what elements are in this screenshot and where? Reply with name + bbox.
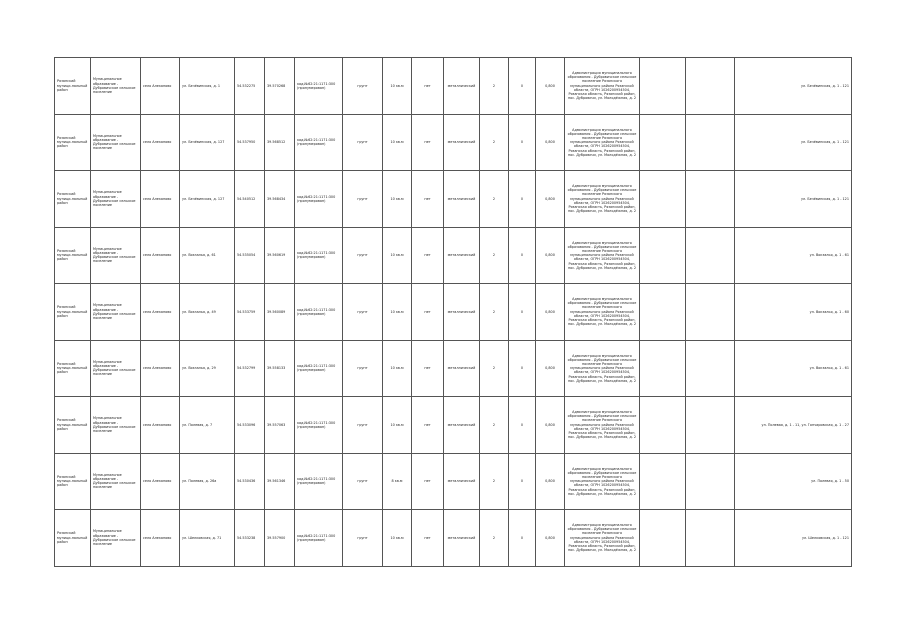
table-row xyxy=(55,510,852,567)
fence-cell: нет xyxy=(412,453,444,510)
planned-count-cell: 0 xyxy=(509,227,536,284)
containers-count-cell: 2 xyxy=(480,510,509,567)
longitude-cell: 39.560619 xyxy=(265,227,295,284)
municipality-cell: Муниципальное образование - Дубровичское сельское поселение xyxy=(91,397,141,454)
surface-cell: грунт xyxy=(343,397,383,454)
district-cell: Рязанский муници-пальный район xyxy=(55,340,91,397)
container-type-cell: металлический xyxy=(444,284,480,341)
cadastral-ref-cell: кад.№62:21:1171:300 (пронумерован) xyxy=(295,453,343,510)
table-row xyxy=(55,171,852,228)
volume-cell: 0,800 xyxy=(536,114,565,171)
volume-cell: 0,800 xyxy=(536,171,565,228)
container-type-cell: металлический xyxy=(444,510,480,567)
planned-count-cell: 0 xyxy=(509,340,536,397)
containers-count-cell: 2 xyxy=(480,227,509,284)
municipality-cell: Муниципальное образование - Дубровичское сельское поселение xyxy=(91,171,141,228)
fence-cell: нет xyxy=(412,114,444,171)
containers-count-cell: 2 xyxy=(480,397,509,454)
owner-cell: Администрация муниципального образования - Дубровичское сельское поселение Рязанского муниципального района Рязанской области, ОГРН 1026200954504, Рязанская область, Рязанский район, пос. Дубровичи, ул. Молодёжная, д. 2 xyxy=(565,284,640,341)
district-cell: Рязанский муници-пальный район xyxy=(55,453,91,510)
area-cell: 10 кв.м xyxy=(383,510,412,567)
volume-cell: 0,800 xyxy=(536,340,565,397)
latitude-cell: 54.533096 xyxy=(235,397,265,454)
area-cell: 10 кв.м xyxy=(383,340,412,397)
municipality-cell: Муниципальное образование - Дубровичское сельское поселение xyxy=(91,227,141,284)
fence-cell: нет xyxy=(412,510,444,567)
latitude-cell: 54.533759 xyxy=(235,284,265,341)
fence-cell: нет xyxy=(412,58,444,115)
surface-cell: грунт xyxy=(343,284,383,341)
container-type-cell: металлический xyxy=(444,114,480,171)
latitude-cell: 54.533238 xyxy=(235,510,265,567)
volume-cell: 0,800 xyxy=(536,397,565,454)
longitude-cell: 39.558133 xyxy=(265,340,295,397)
owner-cell: Администрация муниципального образования - Дубровичское сельское поселение Рязанского муниципального района Рязанской области, ОГРН 1026200954504, Рязанская область, Рязанский район, пос. Дубровичи, ул. Молодёжная, д. 2 xyxy=(565,114,640,171)
locality-cell: село Алеканово xyxy=(141,114,180,171)
locality-cell: село Алеканово xyxy=(141,397,180,454)
street-address-cell: ул. Шелковская, д. 71 xyxy=(180,510,235,567)
planned-count-cell: 0 xyxy=(509,114,536,171)
container-type-cell: металлический xyxy=(444,340,480,397)
surface-cell: грунт xyxy=(343,58,383,115)
empty-cell xyxy=(686,58,735,115)
table-row xyxy=(55,284,852,341)
empty-cell xyxy=(640,453,686,510)
volume-cell: 0,800 xyxy=(536,453,565,510)
owner-cell: Администрация муниципального образования - Дубровичское сельское поселение Рязанского муниципального района Рязанской области, ОГРН 1026200954504, Рязанская область, Рязанский район, пос. Дубровичи, ул. Молодёжная, д. 2 xyxy=(565,58,640,115)
container-type-cell: металлический xyxy=(444,171,480,228)
owner-cell: Администрация муниципального образования - Дубровичское сельское поселение Рязанского муниципального района Рязанской области, ОГРН 1026200954504, Рязанская область, Рязанский район, пос. Дубровичи, ул. Молодёжная, д. 2 xyxy=(565,453,640,510)
municipality-cell: Муниципальное образование - Дубровичское сельское поселение xyxy=(91,284,141,341)
empty-cell xyxy=(686,171,735,228)
planned-count-cell: 0 xyxy=(509,171,536,228)
surface-cell: грунт xyxy=(343,227,383,284)
table-row xyxy=(55,397,852,454)
district-cell: Рязанский муници-пальный район xyxy=(55,227,91,284)
latitude-cell: 54.532275 xyxy=(235,58,265,115)
area-cell: 8 кв.м xyxy=(383,453,412,510)
owner-cell: Администрация муниципального образования - Дубровичское сельское поселение Рязанского муниципального района Рязанской области, ОГРН 1026200954504, Рязанская область, Рязанский район, пос. Дубровичи, ул. Молодёжная, д. 2 xyxy=(565,340,640,397)
empty-cell xyxy=(640,340,686,397)
latitude-cell: 54.537950 xyxy=(235,114,265,171)
table-row xyxy=(55,114,852,171)
surface-cell: грунт xyxy=(343,171,383,228)
empty-cell xyxy=(640,510,686,567)
sources-cell: ул. Вокзалья, д. 1 - 61 xyxy=(735,227,852,284)
table-row xyxy=(55,453,852,510)
planned-count-cell: 0 xyxy=(509,510,536,567)
street-address-cell: ул. Вокзалья, д. 49 xyxy=(180,284,235,341)
registry-table xyxy=(54,57,852,567)
empty-cell xyxy=(640,397,686,454)
cadastral-ref-cell: кад.№62:21:1171:300 (пронумерован) xyxy=(295,397,343,454)
containers-count-cell: 2 xyxy=(480,58,509,115)
empty-cell xyxy=(640,114,686,171)
fence-cell: нет xyxy=(412,340,444,397)
area-cell: 10 кв.м xyxy=(383,284,412,341)
fence-cell: нет xyxy=(412,397,444,454)
container-type-cell: металлический xyxy=(444,227,480,284)
locality-cell: село Алеканово xyxy=(141,510,180,567)
volume-cell: 0,800 xyxy=(536,510,565,567)
district-cell: Рязанский муници-пальный район xyxy=(55,284,91,341)
surface-cell: грунт xyxy=(343,340,383,397)
empty-cell xyxy=(686,114,735,171)
area-cell: 10 кв.м xyxy=(383,227,412,284)
area-cell: 10 кв.м xyxy=(383,171,412,228)
sources-cell: ул. Бечёвинская, д. 1 - 121 xyxy=(735,171,852,228)
planned-count-cell: 0 xyxy=(509,58,536,115)
sources-cell: ул. Шелковская, д. 1 - 121 xyxy=(735,510,852,567)
containers-count-cell: 2 xyxy=(480,340,509,397)
empty-cell xyxy=(640,284,686,341)
empty-cell xyxy=(686,340,735,397)
volume-cell: 0,800 xyxy=(536,227,565,284)
sources-cell: ул. Бечёвинская, д. 1 - 121 xyxy=(735,58,852,115)
municipality-cell: Муниципальное образование - Дубровичское сельское поселение xyxy=(91,114,141,171)
table-row xyxy=(55,340,852,397)
owner-cell: Администрация муниципального образования - Дубровичское сельское поселение Рязанского муниципального района Рязанской области, ОГРН 1026200954504, Рязанская область, Рязанский район, пос. Дубровичи, ул. Молодёжная, д. 2 xyxy=(565,171,640,228)
locality-cell: село Алеканово xyxy=(141,227,180,284)
cadastral-ref-cell: кад.№62:21:1171:300 (пронумерован) xyxy=(295,114,343,171)
district-cell: Рязанский муници-пальный район xyxy=(55,397,91,454)
container-type-cell: металлический xyxy=(444,453,480,510)
empty-cell xyxy=(686,510,735,567)
sources-cell: ул. Бечёвинская, д. 1 - 121 xyxy=(735,114,852,171)
latitude-cell: 54.535054 xyxy=(235,227,265,284)
street-address-cell: ул. Полевая, д. 26а xyxy=(180,453,235,510)
container-type-cell: металлический xyxy=(444,397,480,454)
cadastral-ref-cell: кад.№62:21:1171:300 (пронумерован) xyxy=(295,510,343,567)
planned-count-cell: 0 xyxy=(509,284,536,341)
empty-cell xyxy=(640,227,686,284)
table-row xyxy=(55,58,852,115)
empty-cell xyxy=(686,284,735,341)
municipality-cell: Муниципальное образование - Дубровичское сельское поселение xyxy=(91,340,141,397)
locality-cell: село Алеканово xyxy=(141,453,180,510)
longitude-cell: 39.570268 xyxy=(265,58,295,115)
cadastral-ref-cell: кад.№62:21:1171:300 (пронумерован) xyxy=(295,58,343,115)
empty-cell xyxy=(686,397,735,454)
registry-sheet xyxy=(54,57,851,566)
owner-cell: Администрация муниципального образования - Дубровичское сельское поселение Рязанского муниципального района Рязанской области, ОГРН 1026200954504, Рязанская область, Рязанский район, пос. Дубровичи, ул. Молодёжная, д. 2 xyxy=(565,397,640,454)
empty-cell xyxy=(686,227,735,284)
cadastral-ref-cell: кад.№62:21:1171:300 (пронумерован) xyxy=(295,340,343,397)
district-cell: Рязанский муници-пальный район xyxy=(55,114,91,171)
district-cell: Рязанский муници-пальный район xyxy=(55,171,91,228)
latitude-cell: 54.530436 xyxy=(235,453,265,510)
latitude-cell: 54.540512 xyxy=(235,171,265,228)
cadastral-ref-cell: кад.№62:21:1171:300 (пронумерован) xyxy=(295,171,343,228)
containers-count-cell: 2 xyxy=(480,114,509,171)
owner-cell: Администрация муниципального образования - Дубровичское сельское поселение Рязанского муниципального района Рязанской области, ОГРН 1026200954504, Рязанская область, Рязанский район, пос. Дубровичи, ул. Молодёжная, д. 2 xyxy=(565,227,640,284)
longitude-cell: 39.560089 xyxy=(265,284,295,341)
surface-cell: грунт xyxy=(343,510,383,567)
fence-cell: нет xyxy=(412,227,444,284)
sources-cell: ул. Вокзалья, д. 1 - 60 xyxy=(735,284,852,341)
cadastral-ref-cell: кад.№62:21:1171:300 (пронумерован) xyxy=(295,227,343,284)
longitude-cell: 39.568434 xyxy=(265,171,295,228)
longitude-cell: 39.557063 xyxy=(265,397,295,454)
containers-count-cell: 2 xyxy=(480,171,509,228)
district-cell: Рязанский муници-пальный район xyxy=(55,58,91,115)
surface-cell: грунт xyxy=(343,114,383,171)
street-address-cell: ул. Бечёвинская, д. 1 xyxy=(180,58,235,115)
sources-cell: ул. Вокзалья, д. 1 - 61 xyxy=(735,340,852,397)
planned-count-cell: 0 xyxy=(509,453,536,510)
street-address-cell: ул. Полевая, д. 7 xyxy=(180,397,235,454)
empty-cell xyxy=(640,171,686,228)
owner-cell: Администрация муниципального образования - Дубровичское сельское поселение Рязанского муниципального района Рязанской области, ОГРН 1026200954504, Рязанская область, Рязанский район, пос. Дубровичи, ул. Молодёжная, д. 2 xyxy=(565,510,640,567)
surface-cell: грунт xyxy=(343,453,383,510)
empty-cell xyxy=(640,58,686,115)
fence-cell: нет xyxy=(412,284,444,341)
locality-cell: село Алеканово xyxy=(141,58,180,115)
cadastral-ref-cell: кад.№62:21:1171:300 (пронумерован) xyxy=(295,284,343,341)
table-row xyxy=(55,227,852,284)
volume-cell: 0,800 xyxy=(536,58,565,115)
fence-cell: нет xyxy=(412,171,444,228)
latitude-cell: 54.532799 xyxy=(235,340,265,397)
street-address-cell: ул. Бечёвинская, д. 127 xyxy=(180,171,235,228)
containers-count-cell: 2 xyxy=(480,453,509,510)
street-address-cell: ул. Вокзалья, д. 29 xyxy=(180,340,235,397)
sources-cell: ул. Полевая, д. 1 - 11, ул. Гончаровская, д. 1 - 27 xyxy=(735,397,852,454)
area-cell: 10 кв.м xyxy=(383,114,412,171)
area-cell: 10 кв.м xyxy=(383,397,412,454)
municipality-cell: Муниципальное образование - Дубровичское сельское поселение xyxy=(91,58,141,115)
area-cell: 10 кв.м xyxy=(383,58,412,115)
volume-cell: 0,800 xyxy=(536,284,565,341)
longitude-cell: 39.557900 xyxy=(265,510,295,567)
locality-cell: село Алеканово xyxy=(141,284,180,341)
containers-count-cell: 2 xyxy=(480,284,509,341)
empty-cell xyxy=(686,453,735,510)
municipality-cell: Муниципальное образование - Дубровичское сельское поселение xyxy=(91,453,141,510)
planned-count-cell: 0 xyxy=(509,397,536,454)
container-type-cell: металлический xyxy=(444,58,480,115)
locality-cell: село Алеканово xyxy=(141,340,180,397)
locality-cell: село Алеканово xyxy=(141,171,180,228)
street-address-cell: ул. Вокзалья, д. 61 xyxy=(180,227,235,284)
street-address-cell: ул. Бечёвинская, д. 127 xyxy=(180,114,235,171)
longitude-cell: 39.568512 xyxy=(265,114,295,171)
municipality-cell: Муниципальное образование - Дубровичское сельское поселение xyxy=(91,510,141,567)
longitude-cell: 39.561346 xyxy=(265,453,295,510)
district-cell: Рязанский муници-пальный район xyxy=(55,510,91,567)
sources-cell: ул. Полевая, д. 1 - 50 xyxy=(735,453,852,510)
